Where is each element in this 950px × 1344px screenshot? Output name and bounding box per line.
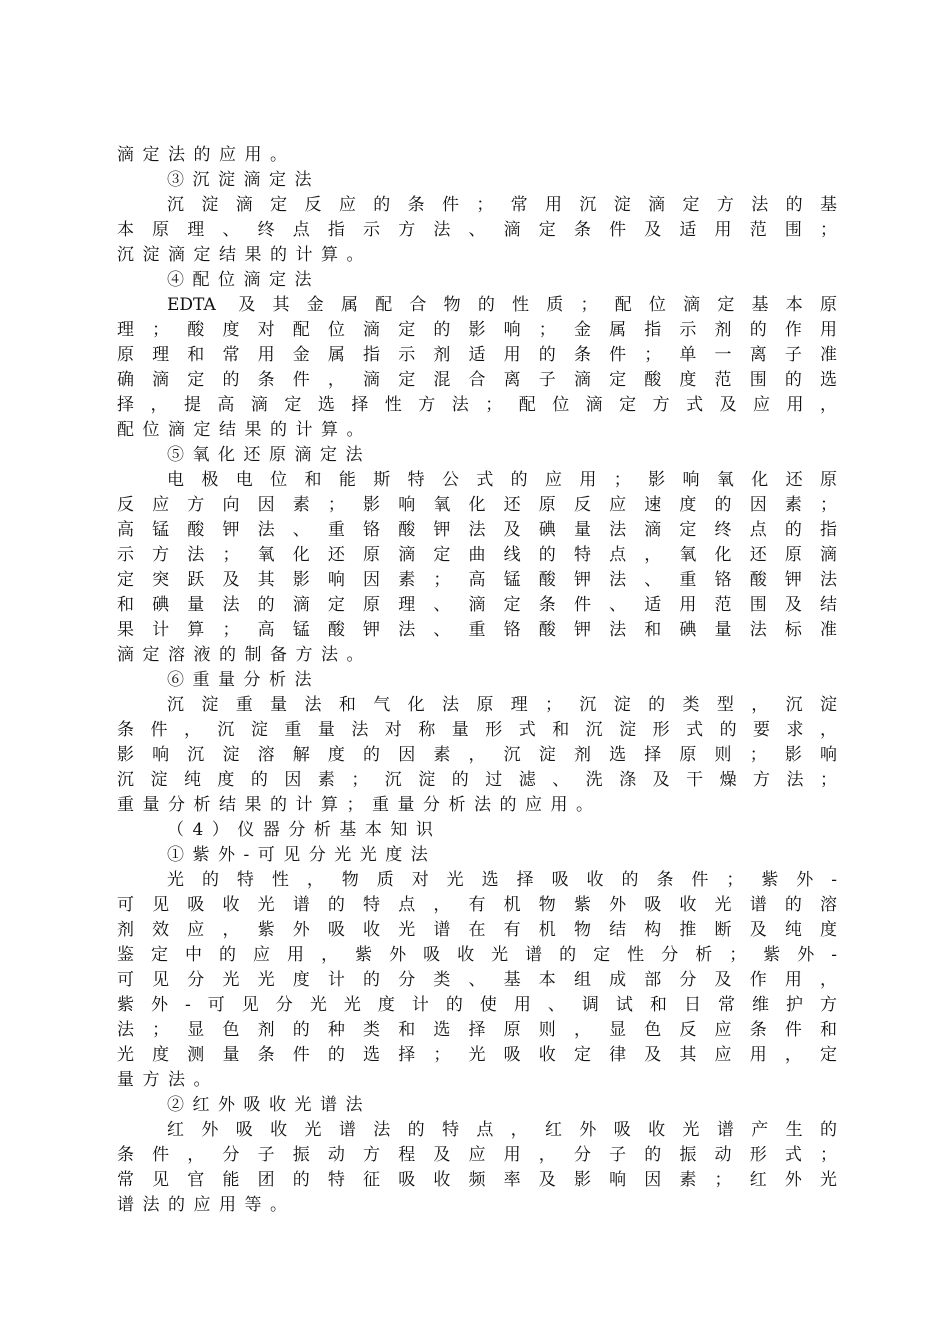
text-line: ③沉淀滴定法 [167, 170, 320, 190]
text-line: 沉淀重量法和气化法原理；沉淀的类型，沉淀 [167, 695, 837, 715]
text-line: 沉淀滴定反应的条件；常用沉淀滴定方法的基 [167, 195, 837, 215]
text-line: 可见分光光度计的分类、基本组成部分及作用， [117, 970, 837, 990]
text-line: 紫外-可见分光光度计的使用、调试和日常维护方 [117, 995, 837, 1015]
text-line: 本原理、终点指示方法、滴定条件及适用范围； [117, 220, 837, 240]
text-line: 原理和常用金属指示剂适用的条件；单一离子准 [117, 345, 837, 365]
text-line: 和碘量法的滴定原理、滴定条件、适用范围及结 [117, 595, 837, 615]
text-line: ⑥重量分析法 [167, 670, 320, 690]
text-line: ⑤氧化还原滴定法 [167, 445, 371, 465]
text-line: 法；显色剂的种类和选择原则，显色反应条件和 [117, 1020, 837, 1040]
text-line: 理；酸度对配位滴定的影响；金属指示剂的作用 [117, 320, 837, 340]
text-line: （4）仪器分析基本知识 [167, 820, 442, 840]
text-line: 滴定法的应用。 [117, 145, 296, 165]
document-page [117, 143, 837, 1218]
text-line: 条件，分子振动方程及应用，分子的振动形式； [117, 1145, 837, 1165]
text-line: EDTA 及其金属配合物的性质；配位滴定基本原 [167, 295, 837, 315]
text-line: ④配位滴定法 [167, 270, 320, 290]
text-line: 常见官能团的特征吸收频率及影响因素；红外光 [117, 1170, 837, 1190]
text-line: 可见吸收光谱的特点，有机物紫外吸收光谱的溶 [117, 895, 837, 915]
text-line: 电极电位和能斯特公式的应用；影响氧化还原 [167, 470, 837, 490]
text-line: 光的特性，物质对光选择吸收的条件；紫外- [167, 870, 837, 890]
text-line: 滴定溶液的制备方法。 [117, 645, 372, 665]
text-line: 剂效应，紫外吸收光谱在有机物结构推断及纯度 [117, 920, 837, 940]
text-line: 鉴定中的应用，紫外吸收光谱的定性分析；紫外- [117, 945, 837, 965]
text-line: 反应方向因素；影响氧化还原反应速度的因素； [117, 495, 837, 515]
text-line: 示方法；氧化还原滴定曲线的特点，氧化还原滴 [117, 545, 837, 565]
text-line: ②红外吸收光谱法 [167, 1095, 371, 1115]
text-line: 光度测量条件的选择；光吸收定律及其应用，定 [117, 1045, 837, 1065]
text-line: 沉淀纯度的因素；沉淀的过滤、洗涤及干燥方法； [117, 770, 837, 790]
text-line: ①紫外-可见分光光度法 [167, 845, 437, 865]
text-line: 配位滴定结果的计算。 [117, 420, 372, 440]
text-line: 果计算；高锰酸钾法、重铬酸钾法和碘量法标准 [117, 620, 837, 640]
text-line: 谱法的应用等。 [117, 1195, 296, 1215]
text-line: 红外吸收光谱法的特点，红外吸收光谱产生的 [167, 1120, 837, 1140]
text-line: 重量分析结果的计算；重量分析法的应用。 [117, 795, 602, 815]
text-line: 沉淀滴定结果的计算。 [117, 245, 372, 265]
text-line: 确滴定的条件，滴定混合离子滴定酸度范围的选 [117, 370, 837, 390]
text-line: 量方法。 [117, 1070, 219, 1090]
text-line: 定突跃及其影响因素；高锰酸钾法、重铬酸钾法 [117, 570, 837, 590]
text-line: 高锰酸钾法、重铬酸钾法及碘量法滴定终点的指 [117, 520, 837, 540]
text-line: 条件，沉淀重量法对称量形式和沉淀形式的要求， [117, 720, 837, 740]
text-line: 影响沉淀溶解度的因素，沉淀剂选择原则；影响 [117, 745, 837, 765]
text-line: 择，提高滴定选择性方法；配位滴定方式及应用， [117, 395, 837, 415]
